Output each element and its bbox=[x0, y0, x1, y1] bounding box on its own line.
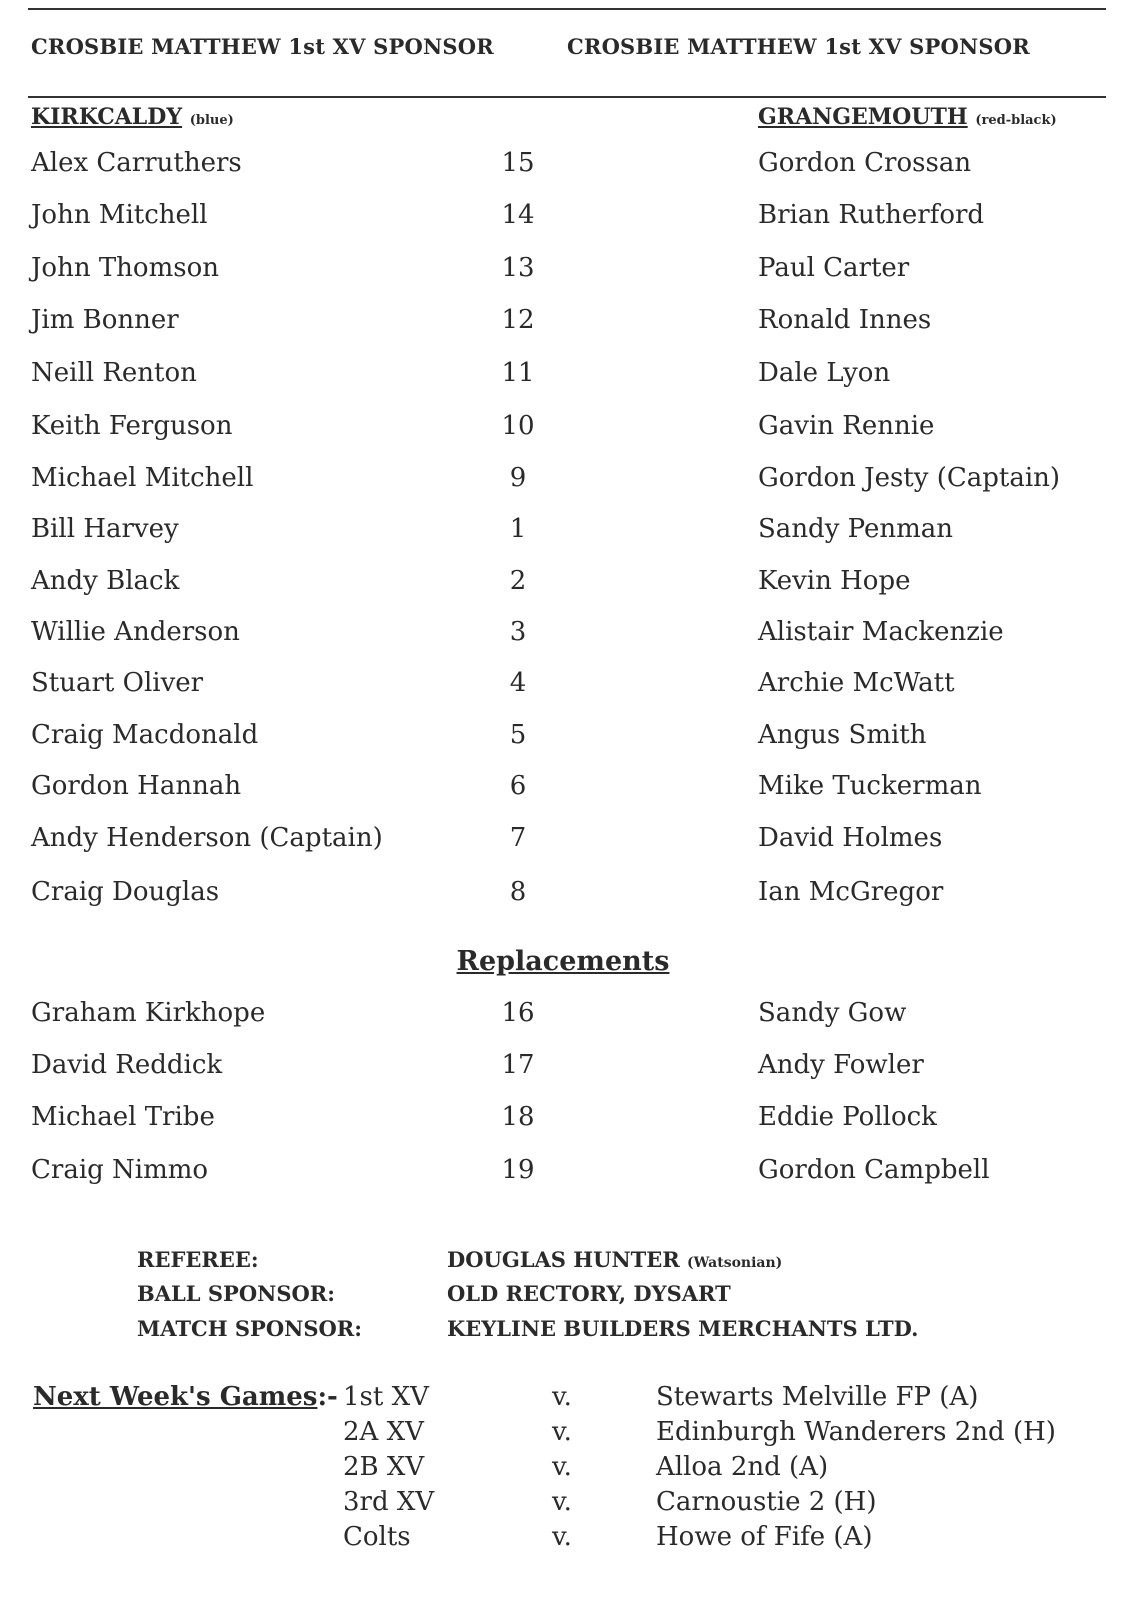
home-player: Neill Renton bbox=[31, 358, 197, 388]
ball-sponsor-value: OLD RECTORY, DYSART bbox=[447, 1281, 731, 1306]
home-team-header bbox=[31, 104, 234, 130]
fixture-row bbox=[0, 1487, 1126, 1523]
away-player: Andy Fowler bbox=[758, 1050, 924, 1080]
away-player: Kevin Hope bbox=[758, 566, 911, 596]
fixture-team: 2A XV bbox=[343, 1417, 424, 1447]
lineup-row bbox=[0, 148, 1126, 188]
away-player: Sandy Gow bbox=[758, 998, 907, 1028]
referee-club: (Watsonian) bbox=[687, 1255, 783, 1271]
referee-label: REFEREE: bbox=[137, 1247, 259, 1272]
fixture-versus: v. bbox=[552, 1382, 572, 1412]
position-number: 19 bbox=[501, 1155, 535, 1185]
lineup-row bbox=[0, 463, 1126, 503]
away-team-header bbox=[758, 104, 1057, 130]
sponsor-right: CROSBIE MATTHEW 1st XV SPONSOR bbox=[567, 34, 1030, 59]
replacement-row bbox=[0, 1155, 1126, 1195]
away-player: Gordon Jesty (Captain) bbox=[758, 463, 1061, 493]
position-number: 9 bbox=[509, 463, 527, 493]
position-number: 6 bbox=[509, 771, 527, 801]
lineup-row bbox=[0, 771, 1126, 811]
lineup-row bbox=[0, 617, 1126, 657]
away-player: Archie McWatt bbox=[758, 668, 955, 698]
lineup-row bbox=[0, 358, 1126, 398]
away-player: Ian McGregor bbox=[758, 877, 944, 907]
home-player: David Reddick bbox=[31, 1050, 223, 1080]
away-player: Ronald Innes bbox=[758, 305, 932, 335]
away-player: Angus Smith bbox=[758, 720, 927, 750]
fixture-opponent: Edinburgh Wanderers 2nd (H) bbox=[656, 1417, 1056, 1447]
fixture-opponent: Alloa 2nd (A) bbox=[656, 1452, 829, 1482]
home-player: Willie Anderson bbox=[31, 617, 240, 647]
fixture-team: 3rd XV bbox=[343, 1487, 435, 1517]
lineup-row bbox=[0, 200, 1126, 240]
away-player: David Holmes bbox=[758, 823, 943, 853]
fixture-versus: v. bbox=[552, 1522, 572, 1552]
position-number: 14 bbox=[501, 200, 535, 230]
home-player: Andy Black bbox=[31, 566, 180, 596]
next-week-suffix: :- bbox=[317, 1382, 338, 1412]
fixture-opponent: Carnoustie 2 (H) bbox=[656, 1487, 877, 1517]
lineup-row bbox=[0, 823, 1126, 863]
fixture-opponent: Howe of Fife (A) bbox=[656, 1522, 873, 1552]
position-number: 5 bbox=[509, 720, 527, 750]
away-player: Gordon Campbell bbox=[758, 1155, 990, 1185]
position-number: 12 bbox=[501, 305, 535, 335]
away-player: Mike Tuckerman bbox=[758, 771, 982, 801]
lineup-row bbox=[0, 566, 1126, 606]
away-player: Sandy Penman bbox=[758, 514, 954, 544]
match-sponsor-value: KEYLINE BUILDERS MERCHANTS LTD. bbox=[447, 1316, 919, 1341]
replacement-row bbox=[0, 1102, 1126, 1142]
position-number: 13 bbox=[501, 253, 535, 283]
header-rule bbox=[28, 96, 1106, 98]
position-number: 2 bbox=[509, 566, 527, 596]
fixture-team: Colts bbox=[343, 1522, 411, 1552]
position-number: 17 bbox=[501, 1050, 535, 1080]
home-team-colours: (blue) bbox=[189, 113, 234, 128]
home-player: Craig Macdonald bbox=[31, 720, 259, 750]
home-player: Alex Carruthers bbox=[31, 148, 242, 178]
fixture-row bbox=[0, 1452, 1126, 1488]
away-player: Alistair Mackenzie bbox=[758, 617, 1004, 647]
position-number: 16 bbox=[501, 998, 535, 1028]
home-player: John Mitchell bbox=[31, 200, 208, 230]
match-sponsor-label: MATCH SPONSOR: bbox=[137, 1316, 362, 1341]
home-player: Stuart Oliver bbox=[31, 668, 204, 698]
fixture-opponent: Stewarts Melville FP (A) bbox=[656, 1382, 979, 1412]
fixture-row bbox=[0, 1417, 1126, 1453]
position-number: 4 bbox=[509, 668, 527, 698]
home-player: John Thomson bbox=[31, 253, 219, 283]
lineup-row bbox=[0, 253, 1126, 293]
home-player: Graham Kirkhope bbox=[31, 998, 266, 1028]
position-number: 10 bbox=[501, 411, 535, 441]
position-number: 7 bbox=[509, 823, 527, 853]
position-number: 18 bbox=[501, 1102, 535, 1132]
home-player: Gordon Hannah bbox=[31, 771, 242, 801]
sponsor-left: CROSBIE MATTHEW 1st XV SPONSOR bbox=[31, 34, 494, 59]
next-week-title: Next Week's Games bbox=[33, 1382, 318, 1412]
away-player: Paul Carter bbox=[758, 253, 910, 283]
replacements-title: Replacements bbox=[456, 946, 670, 977]
home-player: Keith Ferguson bbox=[31, 411, 233, 441]
lineup-row bbox=[0, 877, 1126, 917]
lineup-row bbox=[0, 720, 1126, 760]
away-player: Eddie Pollock bbox=[758, 1102, 937, 1132]
replacement-row bbox=[0, 1050, 1126, 1090]
fixture-team: 1st XV bbox=[343, 1382, 429, 1412]
home-player: Jim Bonner bbox=[31, 305, 179, 335]
position-number: 15 bbox=[501, 148, 535, 178]
home-player: Bill Harvey bbox=[31, 514, 179, 544]
replacement-row bbox=[0, 998, 1126, 1038]
lineup-row bbox=[0, 514, 1126, 554]
fixture-versus: v. bbox=[552, 1452, 572, 1482]
home-team-name: KIRKCALDY bbox=[31, 104, 183, 130]
ball-sponsor-label: BALL SPONSOR: bbox=[137, 1281, 335, 1306]
referee-name: DOUGLAS HUNTER bbox=[447, 1247, 680, 1272]
fixture-versus: v. bbox=[552, 1487, 572, 1517]
position-number: 1 bbox=[509, 514, 527, 544]
fixture-row bbox=[0, 1522, 1126, 1558]
top-rule bbox=[28, 8, 1106, 10]
replacements-heading bbox=[0, 946, 1126, 977]
home-player: Craig Nimmo bbox=[31, 1155, 209, 1185]
fixture-team: 2B XV bbox=[343, 1452, 425, 1482]
lineup-row bbox=[0, 411, 1126, 451]
referee-value bbox=[447, 1247, 782, 1272]
position-number: 11 bbox=[501, 358, 535, 388]
away-player: Gordon Crossan bbox=[758, 148, 972, 178]
fixture-row bbox=[0, 1382, 1126, 1418]
away-team-name: GRANGEMOUTH bbox=[758, 104, 968, 130]
away-player: Brian Rutherford bbox=[758, 200, 985, 230]
lineup-row bbox=[0, 305, 1126, 345]
lineup-row bbox=[0, 668, 1126, 708]
away-team-colours: (red-black) bbox=[975, 113, 1057, 128]
home-player: Andy Henderson (Captain) bbox=[31, 823, 383, 853]
home-player: Michael Tribe bbox=[31, 1102, 215, 1132]
position-number: 3 bbox=[509, 617, 527, 647]
home-player: Michael Mitchell bbox=[31, 463, 254, 493]
fixture-versus: v. bbox=[552, 1417, 572, 1447]
home-player: Craig Douglas bbox=[31, 877, 220, 907]
position-number: 8 bbox=[509, 877, 527, 907]
away-player: Dale Lyon bbox=[758, 358, 891, 388]
away-player: Gavin Rennie bbox=[758, 411, 935, 441]
